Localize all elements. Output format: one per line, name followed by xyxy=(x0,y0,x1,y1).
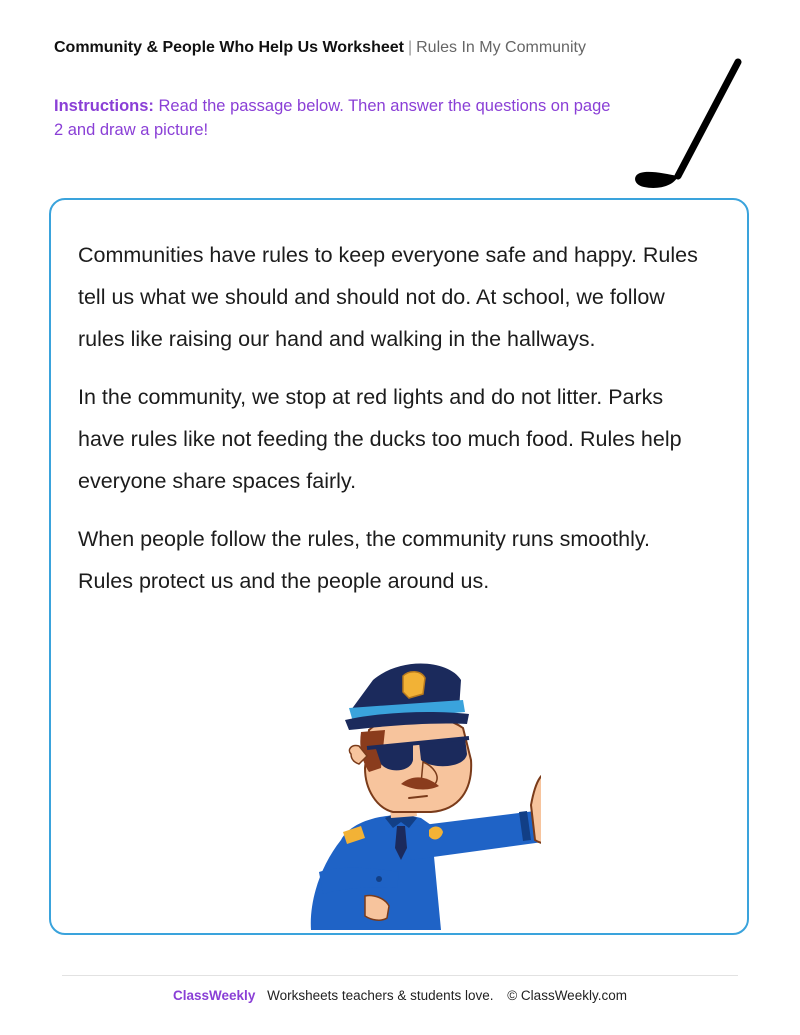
worksheet-title: Community & People Who Help Us Worksheet xyxy=(54,39,404,56)
passage-paragraph-1: Communities have rules to keep everyone safe and happy. Rules tell us what we should and should not do. At school, we follow rules like raising our hand and walking in the hallways. xyxy=(78,243,698,351)
passage-box xyxy=(49,198,749,935)
footer-tagline: Worksheets teachers & students love. xyxy=(267,988,494,1003)
passage-paragraph-2: In the community, we stop at red lights and do not litter. Parks have rules like not feeding the ducks too much food. Rules help everyone share spaces fairly. xyxy=(78,385,682,493)
worksheet-subtitle: Rules In My Community xyxy=(416,39,586,56)
footer-divider xyxy=(62,975,738,976)
passage-paragraph-3: When people follow the rules, the community runs smoothly. Rules protect us and the people around us. xyxy=(78,527,651,593)
instructions-text: Read the passage below. Then answer the questions on page 2 and draw a picture! xyxy=(54,97,611,139)
header-separator: | xyxy=(407,39,413,56)
golf-club-icon xyxy=(628,54,748,194)
footer-copyright: © ClassWeekly.com xyxy=(507,988,627,1003)
police-officer-illustration xyxy=(281,650,541,930)
footer-brand: ClassWeekly xyxy=(173,988,256,1003)
reading-passage xyxy=(78,234,698,618)
instructions xyxy=(54,94,614,142)
worksheet-header xyxy=(54,38,586,58)
instructions-label: Instructions: xyxy=(54,97,154,115)
footer xyxy=(0,988,800,1003)
